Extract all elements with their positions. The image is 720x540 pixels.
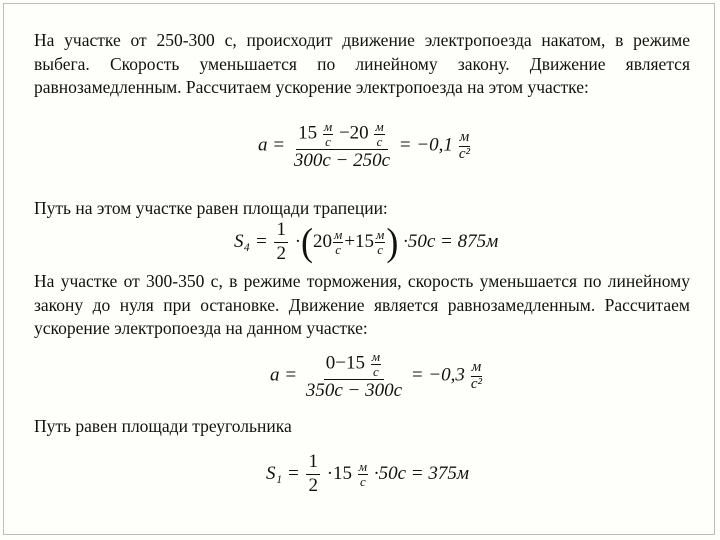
formula-path-triangle: S₁ = $\frac{1}{2}$ ·15 м с ·50с = 375м (266, 451, 469, 496)
formula-acceleration-1: a = 15 м с −20 м с 300с − 250с = −0,1 м с² (258, 119, 471, 172)
formula-1-lhs: a = (258, 134, 286, 156)
paragraph-3: На участке от 300-350 с, в режиме торможения, скорость уменьшается по линейному закону до нуля при остановке. Движение является равнозамедленным. Рассчитаем ускорение электропоезда на данном участке: (34, 271, 690, 338)
paragraph-2: Путь на этом участке равен площади трапеции: (34, 198, 388, 218)
formula-acceleration-2: a = 0−15 м с 350с − 300с = −0,3 м с² (270, 349, 483, 402)
formula-path-trapezoid: S₄ = $\frac{1}{2}$ ·(20 м с +15 м с ) ·50с = 875м (234, 219, 499, 265)
paragraph-1: На участке от 250-300 с, происходит движение электропоезда накатом, в режиме выбега. Скорость уменьшается по линейному закону. Движение является равнозамедленным. Рассчитаем ускорение электропоезда на этом участке: (34, 30, 690, 97)
paragraph-4: Путь равен площади треугольника (34, 416, 292, 436)
